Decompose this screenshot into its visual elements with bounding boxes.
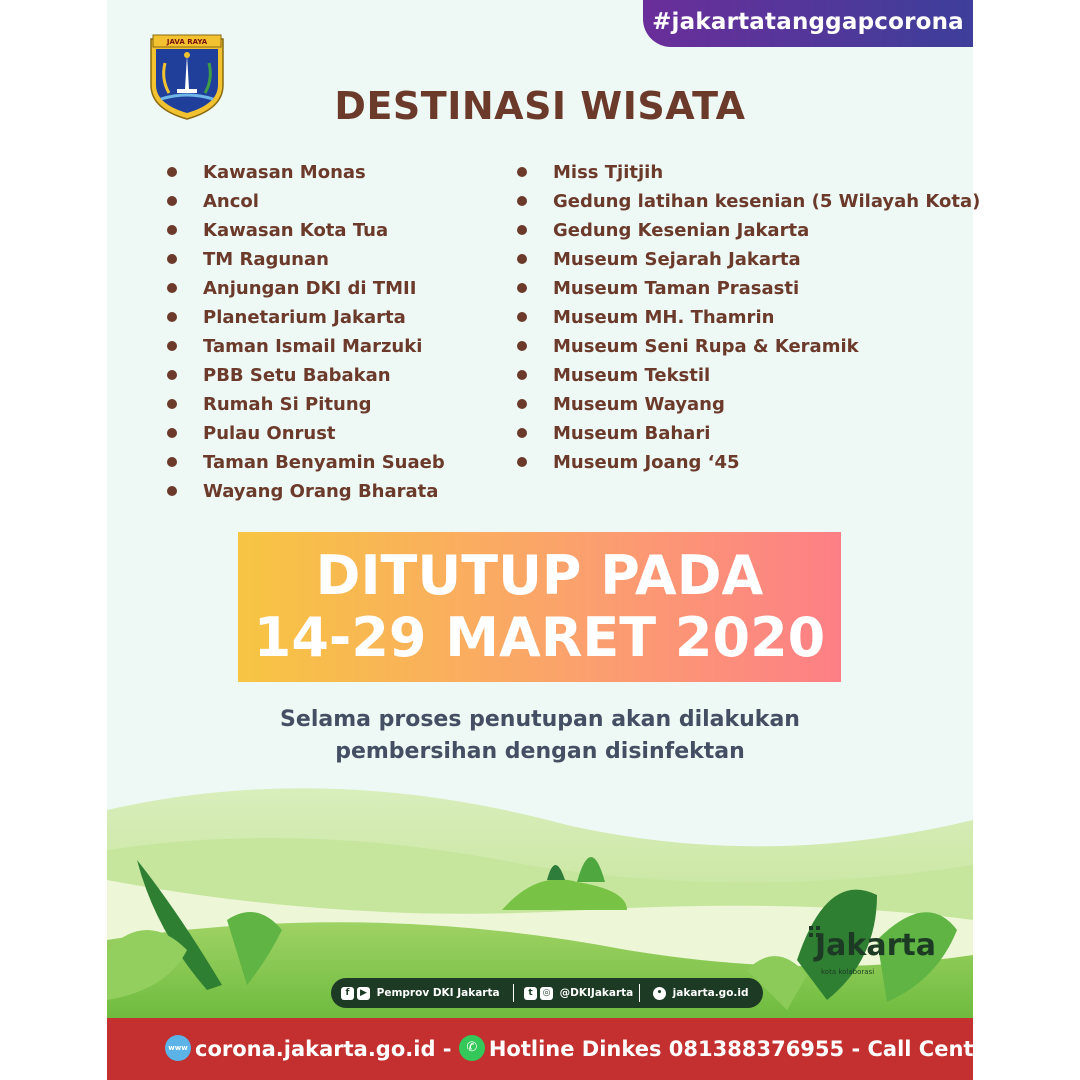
destination-item xyxy=(167,361,445,390)
closed-date-banner xyxy=(238,532,841,682)
destination-name: Miss Tjitjih xyxy=(553,162,664,183)
twitter-instagram-label: @DKIJakarta xyxy=(559,987,634,999)
closed-banner-line1: DITUTUP PADA xyxy=(315,544,764,607)
social-divider xyxy=(513,984,514,1002)
destination-name: Wayang Orang Bharata xyxy=(203,481,439,502)
destination-item xyxy=(517,332,980,361)
destination-name: Museum Seni Rupa & Keramik xyxy=(553,336,859,357)
website-group[interactable] xyxy=(653,978,749,1008)
bullet-icon xyxy=(167,370,177,380)
destination-item xyxy=(167,390,445,419)
bullet-icon xyxy=(517,457,527,467)
destination-name: Museum Joang ‘45 xyxy=(553,452,740,473)
jakarta-kota-kolaborasi-logo xyxy=(807,924,937,994)
destination-item xyxy=(167,245,445,274)
destination-item xyxy=(517,274,980,303)
destination-name: Museum Taman Prasasti xyxy=(553,278,800,299)
bullet-icon xyxy=(517,196,527,206)
destination-item xyxy=(517,303,980,332)
note-line1: Selama proses penutupan akan dilakukan xyxy=(280,707,800,732)
destination-item xyxy=(167,448,445,477)
destination-name: Museum MH. Thamrin xyxy=(553,307,775,328)
bullet-icon xyxy=(517,312,527,322)
footer-contact-bar xyxy=(107,1018,1050,1080)
twitter-instagram-group[interactable] xyxy=(524,978,633,1008)
hashtag-badge: #jakartatanggapcorona xyxy=(643,0,973,47)
globe-icon: • xyxy=(653,987,666,1000)
youtube-icon: ▶ xyxy=(357,987,370,1000)
svg-text:JAVA RAYA: JAVA RAYA xyxy=(166,38,208,46)
bullet-icon xyxy=(517,167,527,177)
footer-dash-1: - xyxy=(442,1037,452,1061)
destination-item xyxy=(517,158,980,187)
destination-list-left xyxy=(167,158,445,506)
destination-item xyxy=(167,158,445,187)
destination-name: Kawasan Kota Tua xyxy=(203,220,389,241)
destination-name: Museum Bahari xyxy=(553,423,711,444)
destination-item xyxy=(517,390,980,419)
jakarta-logo-name: Jakarta xyxy=(815,928,936,963)
destination-name: Planetarium Jakarta xyxy=(203,307,406,328)
facebook-icon: f xyxy=(341,987,354,1000)
bullet-icon xyxy=(167,486,177,496)
destination-item xyxy=(517,187,980,216)
destination-name: Rumah Si Pitung xyxy=(203,394,372,415)
footer-hotline[interactable]: Hotline Dinkes 081388376955 xyxy=(488,1037,845,1061)
bullet-icon xyxy=(517,370,527,380)
destination-item xyxy=(517,245,980,274)
destination-item xyxy=(517,216,980,245)
destination-item xyxy=(167,477,445,506)
whatsapp-icon: ✆ xyxy=(459,1035,485,1061)
destination-item xyxy=(167,303,445,332)
bullet-icon xyxy=(167,283,177,293)
bullet-icon xyxy=(167,341,177,351)
footer-website[interactable]: corona.jakarta.go.id xyxy=(195,1037,436,1061)
destination-item xyxy=(167,274,445,303)
bullet-icon xyxy=(167,196,177,206)
bullet-icon xyxy=(167,457,177,467)
destination-name: Kawasan Monas xyxy=(203,162,366,183)
website-label: jakarta.go.id xyxy=(672,987,749,999)
bullet-icon xyxy=(517,341,527,351)
destination-name: Taman Benyamin Suaeb xyxy=(203,452,445,473)
closed-banner-line2: 14-29 MARET 2020 xyxy=(253,606,826,669)
bullet-icon xyxy=(167,399,177,409)
destination-item xyxy=(517,361,980,390)
bullet-icon xyxy=(167,167,177,177)
footer-call-center[interactable]: Call Center 112 xyxy=(867,1037,1050,1061)
destination-name: Taman Ismail Marzuki xyxy=(203,336,423,357)
destination-list-right xyxy=(517,158,980,477)
destination-name: TM Ragunan xyxy=(203,249,329,270)
jakarta-logo-tagline: kota kolaborasi xyxy=(821,968,875,976)
destination-name: Anjungan DKI di TMII xyxy=(203,278,417,299)
destination-name: Museum Sejarah Jakarta xyxy=(553,249,801,270)
destination-name: Museum Tekstil xyxy=(553,365,711,386)
facebook-youtube-group[interactable] xyxy=(341,978,500,1008)
destination-name: Gedung latihan kesenian (5 Wilayah Kota) xyxy=(553,191,981,212)
disinfection-note xyxy=(107,704,973,768)
bullet-icon xyxy=(167,312,177,322)
destination-item xyxy=(167,187,445,216)
social-media-bar xyxy=(331,978,763,1008)
bullet-icon xyxy=(517,428,527,438)
bullet-icon xyxy=(167,254,177,264)
destination-item xyxy=(167,332,445,361)
instagram-icon: ◎ xyxy=(540,987,553,1000)
bullet-icon xyxy=(517,225,527,235)
bullet-icon xyxy=(167,428,177,438)
destination-item xyxy=(517,419,980,448)
page-title: DESTINASI WISATA xyxy=(334,84,746,128)
destination-item xyxy=(167,419,445,448)
destination-name: Pulau Onrust xyxy=(203,423,336,444)
destination-name: Gedung Kesenian Jakarta xyxy=(553,220,810,241)
twitter-icon: t xyxy=(524,987,537,1000)
facebook-youtube-label: Pemprov DKI Jakarta xyxy=(376,987,500,999)
bullet-icon xyxy=(517,254,527,264)
destination-item xyxy=(517,448,980,477)
bullet-icon xyxy=(517,283,527,293)
footer-dash-2: - xyxy=(851,1037,861,1061)
destination-name: Ancol xyxy=(203,191,259,212)
www-globe-icon: www xyxy=(165,1035,191,1061)
note-line2: pembersihan dengan disinfektan xyxy=(335,739,745,764)
poster-card xyxy=(107,0,1050,1080)
destination-name: PBB Setu Babakan xyxy=(203,365,391,386)
destination-item xyxy=(167,216,445,245)
social-divider xyxy=(639,984,640,1002)
destination-name: Museum Wayang xyxy=(553,394,725,415)
bullet-icon xyxy=(517,399,527,409)
bullet-icon xyxy=(167,225,177,235)
